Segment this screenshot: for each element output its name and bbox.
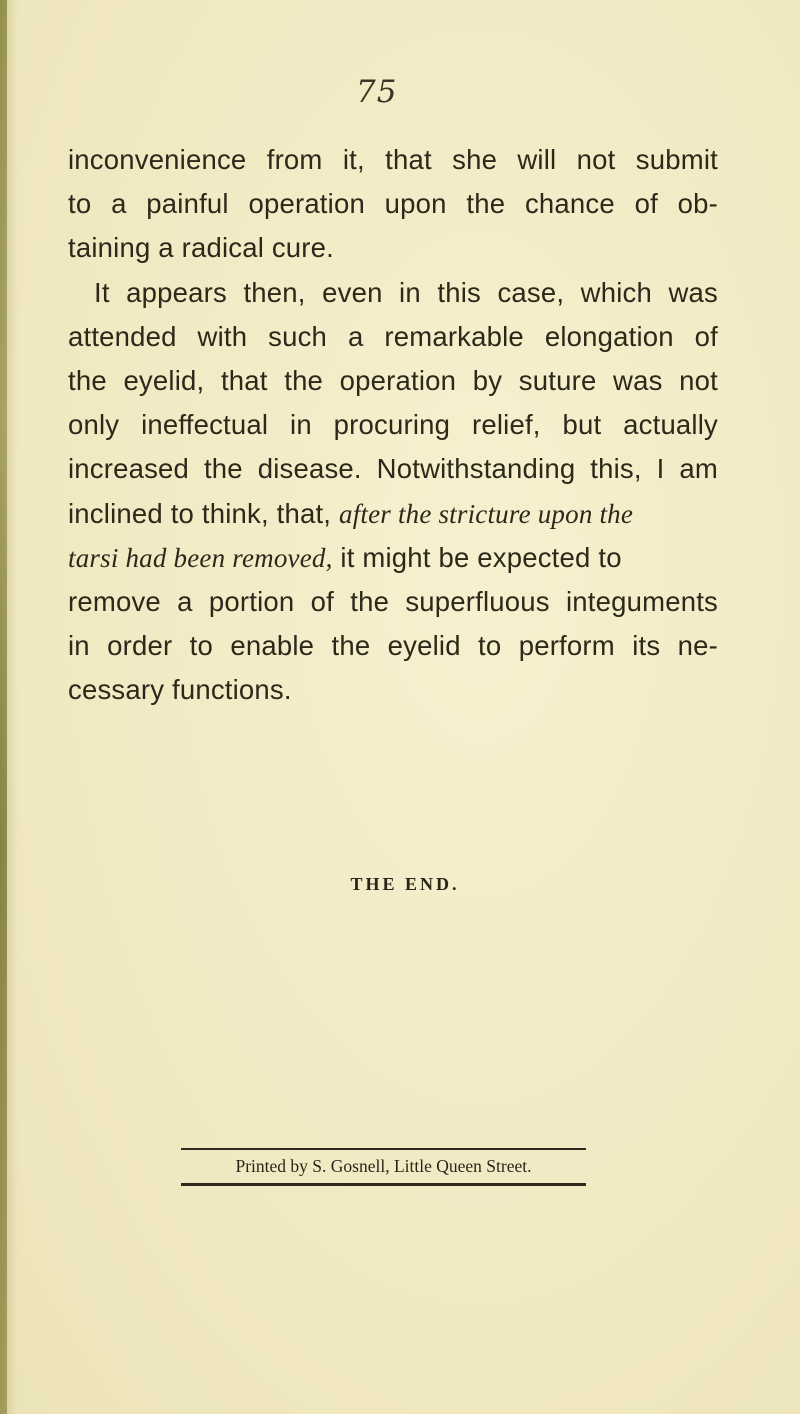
page-number: 75	[356, 74, 398, 110]
text-line-8: increased the disease. Notwithstanding this, I am	[68, 453, 718, 485]
text-line-13: cessary functions.	[68, 674, 292, 706]
text-line-5: attended with such a remarkable elongation of	[68, 320, 718, 352]
text-line-10-roman: it might be expected to	[340, 541, 622, 573]
printer-imprint	[181, 1148, 586, 1186]
text-line-6: the eyelid, that the operation by suture was not	[68, 364, 718, 396]
text-line-10	[68, 536, 718, 580]
text-line-9-roman: inclined to think, that,	[68, 497, 332, 529]
the-end-heading: THE END.	[350, 874, 460, 894]
text-line-1: inconvenience from it, that she will not submit	[68, 144, 718, 175]
text-line-2: to a painful operation upon the chance of ob-	[68, 188, 718, 220]
imprint-rule-bottom	[181, 1183, 586, 1186]
text-line-3: taining a radical cure.	[68, 232, 334, 264]
text-line-9	[68, 492, 718, 536]
text-line-10-italic: tarsi had been removed,	[68, 542, 333, 573]
text-line-12: in order to enable the eyelid to perform its ne-	[68, 630, 718, 662]
imprint-text: Printed by S. Gosnell, Little Queen Street.	[235, 1156, 532, 1176]
text-line-11: remove a portion of the superfluous integuments	[68, 585, 718, 617]
body-text	[68, 138, 718, 712]
imprint-rule-top	[181, 1148, 586, 1150]
text-line-9-italic: after the stricture upon the	[339, 498, 634, 529]
text-line-7: only ineffectual in procuring relief, but actually	[68, 409, 718, 441]
page-gutter-shadow	[0, 0, 7, 1414]
text-line-4: It appears then, even in this case, which was	[94, 276, 718, 308]
